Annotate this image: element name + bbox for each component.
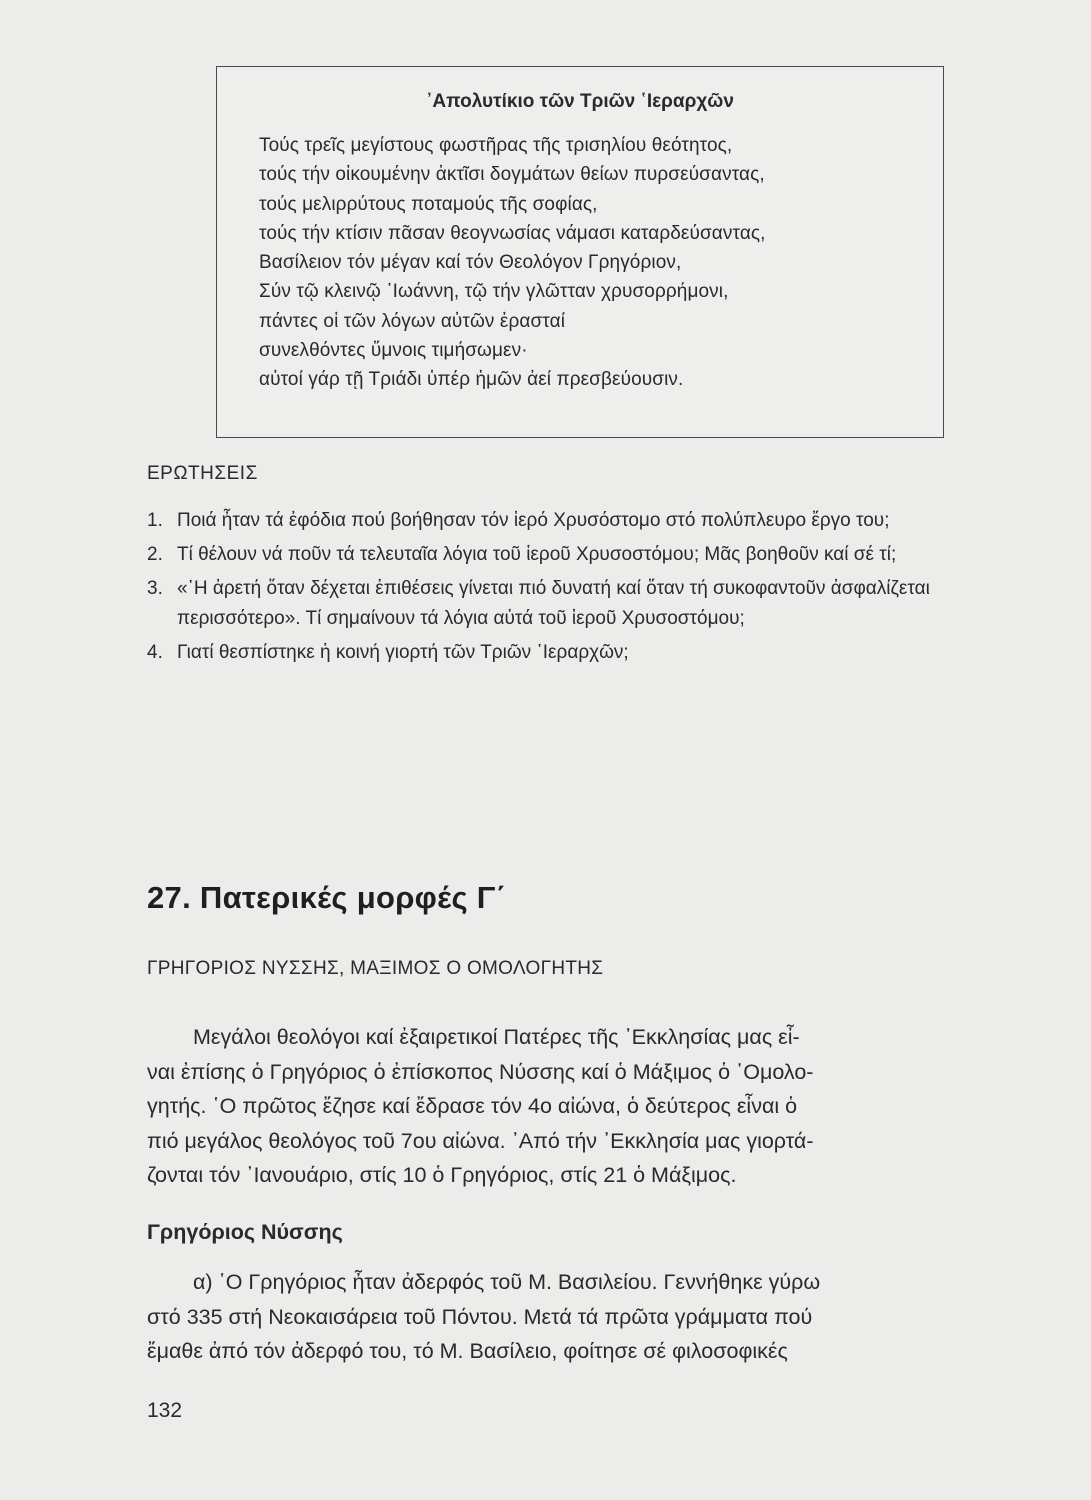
paragraph-line: πιό μεγάλος θεολόγος τοῦ 7ου αἰώνα. ᾿Από τήν ᾿Εκκλησία μας γιορτά- — [147, 1128, 814, 1153]
paragraph-line: στό 335 στή Νεοκαισάρεια τοῦ Πόντου. Μετά τά πρῶτα γράμματα πού — [147, 1304, 813, 1329]
intro-paragraph — [147, 1020, 1007, 1193]
page-number: 132 — [147, 1399, 183, 1422]
paragraph-line: γητής. ῾Ο πρῶτος ἔζησε καί ἔδρασε τόν 4ο αἰώνα, ὁ δεύτερος εἶναι ὁ — [147, 1094, 798, 1118]
question-number: 3. — [147, 578, 163, 599]
questions-heading: ΕΡΩΤΗΣΕΙΣ — [147, 463, 258, 484]
paragraph-line: α) ῾Ο Γρηγόριος ἦταν ἀδερφός τοῦ Μ. Βασιλείου. Γεννήθηκε γύρω — [193, 1270, 821, 1294]
hymn-line: συνελθόντες ὕμνοις τιμήσωμεν· — [259, 340, 528, 362]
hymn-title: ᾿Απολυτίκιο τῶν Τριῶν ῾Ιεραρχῶν — [426, 91, 734, 112]
question-item — [147, 574, 1007, 634]
question-item — [147, 540, 1007, 570]
hymn-line: τούς τήν οἰκουμένην ἀκτῖσι δογμάτων θείων πυρσεύσαντας, — [259, 164, 765, 186]
chapter-subtitle: ΓΡΗΓΟΡΙΟΣ ΝΥΣΣΗΣ, ΜΑΞΙΜΟΣ Ο ΟΜΟΛΟΓΗΤΗΣ — [147, 958, 604, 979]
hymn-line: τούς τήν κτίσιν πᾶσαν θεογνωσίας νάμασι καταρδεύσαντας, — [259, 222, 766, 244]
paragraph-line: ἔμαθε ἀπό τόν ἀδερφό του, τό Μ. Βασίλειο, φοίτησε σέ φιλοσοφικές — [147, 1339, 788, 1363]
hymn-line: πάντες οἱ τῶν λόγων αὐτῶν ἐρασταί — [259, 310, 566, 332]
question-item — [147, 506, 1007, 536]
question-number: 4. — [147, 642, 163, 663]
hymn-line: Σύν τῷ κλεινῷ ᾿Ιωάννη, τῷ τήν γλῶτταν χρυσορρήμονι, — [259, 281, 729, 303]
hymn-line: αὐτοί γάρ τῇ Τριάδι ὑπέρ ἡμῶν ἀεί πρεσβεύουσιν. — [259, 369, 684, 391]
hymn-line: Βασίλειον τόν μέγαν καί τόν Θεολόγον Γρηγόριον, — [259, 252, 682, 274]
section-paragraph — [147, 1265, 1007, 1369]
hymn-line: τούς μελιρρύτους ποταμούς τῆς σοφίας, — [259, 193, 598, 215]
paragraph-line: ναι ἐπίσης ὁ Γρηγόριος ὁ ἐπίσκοπος Νύσσης καί ὁ Μάξιμος ὁ ῾Ομολο- — [147, 1059, 814, 1084]
section-title: Γρηγόριος Νύσσης — [147, 1220, 343, 1244]
question-text: Γιατί θεσπίστηκε ἡ κοινή γιορτή τῶν Τριῶν ῾Ιεραρχῶν; — [177, 642, 629, 663]
question-text: «῾Η ἀρετή ὅταν δέχεται ἐπιθέσεις γίνεται πιό δυνατή καί ὅταν τή συκοφαντοῦν ἀσφαλίζεται περισσότερο». Τί σημαίνουν τά λόγια αὐτά τοῦ ἱεροῦ Χρυσοστόμου; — [177, 578, 930, 629]
hymn-line: Τούς τρεῖς μεγίστους φωστῆρας τῆς τρισηλίου θεότητος, — [259, 135, 733, 156]
question-text: Ποιά ἦταν τά ἐφόδια πού βοήθησαν τόν ἱερό Χρυσόστομο στό πολύπλευρο ἔργο του; — [177, 510, 890, 531]
question-text: Τί θέλουν νά ποῦν τά τελευταῖα λόγια τοῦ ἱεροῦ Χρυσοστόμου; Μᾶς βοηθοῦν καί σέ τί; — [177, 544, 897, 565]
paragraph-line: ζονται τόν ᾿Ιανουάριο, στίς 10 ὁ Γρηγόριος, στίς 21 ὁ Μάξιμος. — [147, 1163, 737, 1187]
question-number: 1. — [147, 510, 163, 531]
question-item — [147, 638, 1007, 668]
question-number: 2. — [147, 544, 163, 565]
paragraph-line: Μεγάλοι θεολόγοι καί ἐξαιρετικοί Πατέρες τῆς ᾿Εκκλησίας μας εἶ- — [193, 1025, 800, 1049]
chapter-title: 27. Πατερικές μορφές Γ΄ — [147, 880, 507, 915]
hymn-box — [216, 66, 944, 438]
hymn-lines — [259, 131, 766, 395]
questions-list — [147, 506, 1007, 672]
